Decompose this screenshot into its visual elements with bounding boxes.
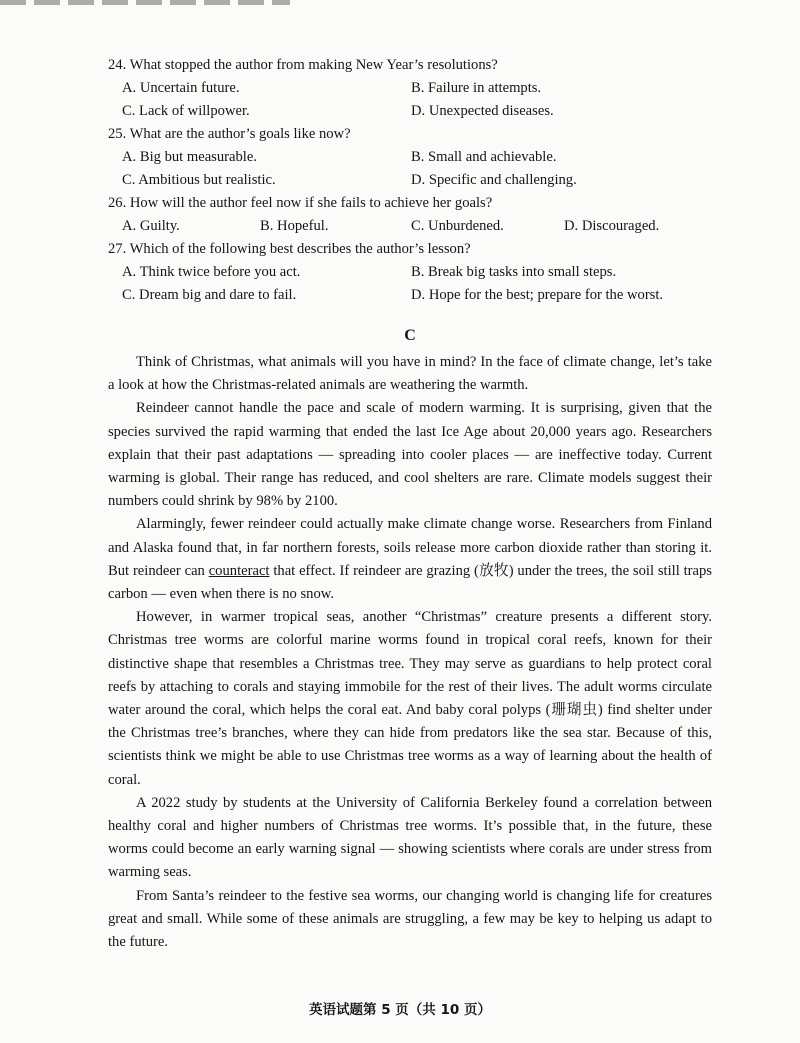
question-27-options-row2 [108, 284, 712, 307]
paragraph-3-text-before: Alarmingly, fewer reindeer could actually make climate change worse. Researchers from Finland and Alaska found that, in far northern forests, soils release more carbon dioxide rather than storing it. But reindeer can [108, 516, 712, 579]
question-27-option-d[interactable]: D. Hope for the best; prepare for the worst. [411, 287, 664, 303]
underlined-word-counteract: counteract [208, 562, 270, 579]
question-26-options-row [108, 215, 712, 238]
section-title: C [404, 327, 416, 344]
question-25-option-c[interactable]: C. Ambitious but realistic. [122, 172, 276, 188]
passage-paragraph-2: Reindeer cannot handle the pace and scale of modern warming. It is surprising, given that the species survived the rapid warming that ended the last Ice Age about 20,000 years ago. Researchers explain that their past adaptations — spreading into cooler places — are ineffective today. Current warming is global. Their range has reduced, and cool shelters are rare. Climate models suggest their numbers could shrink by 98% by 2100. [108, 400, 712, 510]
question-26-option-d[interactable]: D. Discouraged. [564, 218, 660, 234]
question-24-option-a[interactable]: A. Uncertain future. [122, 80, 240, 96]
question-26-option-a[interactable]: A. Guilty. [122, 218, 180, 234]
question-25-options-row2 [108, 169, 712, 192]
question-27-options-row1 [108, 261, 712, 284]
page-footer: 英语试题第 5 页（共 10 页） [309, 1002, 491, 1018]
question-24-stem: 24. What stopped the author from making New Year’s resolutions? [108, 57, 498, 73]
question-24-option-c[interactable]: C. Lack of willpower. [122, 103, 250, 119]
passage-paragraph-1: Think of Christmas, what animals will you have in mind? In the face of climate change, let’s take a look at how the Christmas-related animals are weathering the warmth. [108, 354, 712, 394]
question-27-option-b[interactable]: B. Break big tasks into small steps. [411, 264, 617, 280]
exam-page [108, 54, 712, 954]
question-25-stem: 25. What are the author’s goals like now? [108, 126, 351, 142]
question-24-option-b[interactable]: B. Failure in attempts. [411, 80, 542, 96]
paragraph-3-text-after: that effect. If reindeer are grazing (放牧) under the trees, the soil still traps carbon — even when there is no snow. [108, 562, 712, 603]
question-25-option-b[interactable]: B. Small and achievable. [411, 149, 557, 165]
question-24-options-row2 [108, 100, 712, 123]
question-27-stem: 27. Which of the following best describes the author’s lesson? [108, 241, 471, 257]
question-25-options-row1 [108, 146, 712, 169]
passage-paragraph-3 [108, 513, 712, 606]
question-25-option-d[interactable]: D. Specific and challenging. [411, 172, 577, 188]
question-26-option-c[interactable]: C. Unburdened. [411, 218, 504, 234]
question-24-options-row1 [108, 77, 712, 100]
question-25-option-a[interactable]: A. Big but measurable. [122, 149, 257, 165]
question-27-option-a[interactable]: A. Think twice before you act. [122, 264, 301, 280]
question-26-option-b[interactable]: B. Hopeful. [260, 218, 329, 234]
question-27-option-c[interactable]: C. Dream big and dare to fail. [122, 287, 297, 303]
top-scan-edge [0, 0, 290, 5]
question-26-stem: 26. How will the author feel now if she fails to achieve her goals? [108, 195, 493, 211]
passage-paragraph-4: However, in warmer tropical seas, another “Christmas” creature presents a different story. Christmas tree worms are colorful marine worms found in tropical coral reefs, known for their distinctive shape that resembles a Christmas tree. They may serve as guardians to help protect coral reefs by attaching to corals and staying immobile for the rest of their lives. The adult worms circulate water around the coral, which helps the coral eat. And baby coral polyps (珊瑚虫) find shelter under the Christmas tree’s branches, where they can hide from predators like the sea star. Because of this, scientists think we might be able to use Christmas tree worms as a way of learning about the health of coral. [108, 609, 712, 788]
passage-paragraph-5: A 2022 study by students at the University of California Berkeley found a correlation between healthy coral and higher numbers of Christmas tree worms. It’s possible that, in the future, these worms could become an early warning signal — showing scientists where corals are under stress from warming seas. [108, 794, 712, 881]
question-24-option-d[interactable]: D. Unexpected diseases. [411, 103, 554, 119]
passage-paragraph-6: From Santa’s reindeer to the festive sea worms, our changing world is changing life for creatures great and small. While some of these animals are struggling, a few may be key to helping us adapt to the future. [108, 887, 712, 951]
